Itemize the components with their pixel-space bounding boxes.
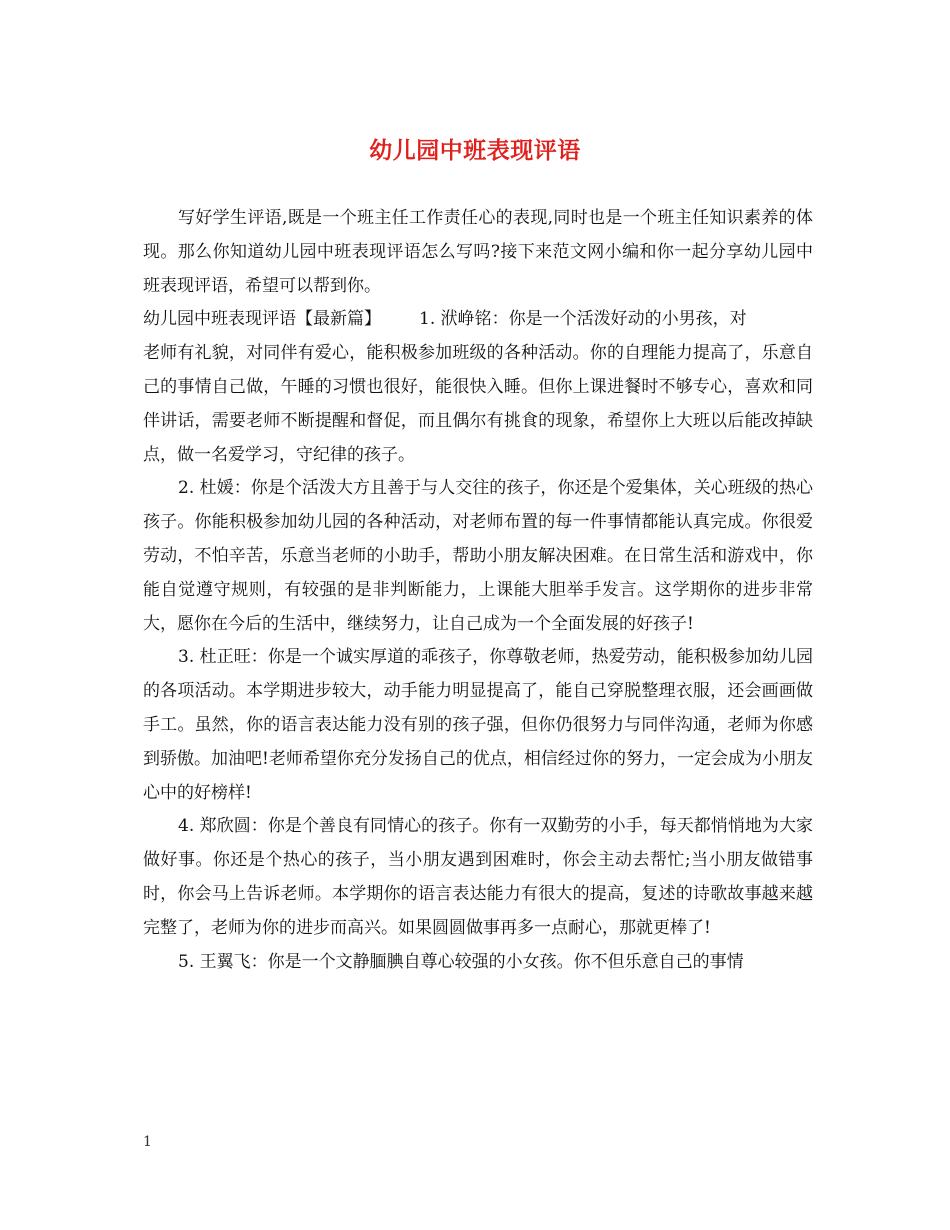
item-2-paragraph: 2. 杜媛：你是个活泼大方且善于与人交往的孩子，你还是个爱集体，关心班级的热心孩子。你能积极参加幼儿园的各种活动，对老师布置的每一件事情都能认真完成。你很爱劳动，不怕辛苦，乐意当老师的小助手，帮助小朋友解决困难。在日常生活和游戏中，你能自觉遵守规则，有较强的是非判断能力，上课能大胆举手发言。这学期你的进步非常大，愿你在今后的生活中，继续努力，让自己成为一个全面发展的好孩子! xyxy=(143,478,813,634)
item-4-paragraph: 4. 郑欣圆：你是个善良有同情心的孩子。你有一双勤劳的小手，每天都悄悄地为大家做好事。你还是个热心的孩子，当小朋友遇到困难时，你会主动去帮忙;当小朋友做错事时，你会马上告诉老师。本学期你的语言表达能力有很大的提高，复述的诗歌故事越来越完整了，老师为你的进步而高兴。如果圆圆做事再多一点耐心，那就更棒了! xyxy=(143,816,813,938)
section-heading: 幼儿园中班表现评语【最新篇】 xyxy=(143,309,381,330)
document-title: 幼儿园中班表现评语 xyxy=(369,137,581,164)
intro-paragraph: 写好学生评语,既是一个班主任工作责任心的表现,同时也是一个班主任知识素养的体现。那么你知道幼儿园中班表现评语怎么写吗?接下来范文网小编和你一起分享幼儿园中班表现评语，希望可以帮到你。 xyxy=(143,208,813,296)
item-1-heading-line xyxy=(143,309,747,329)
item-5-paragraph: 5. 王翼飞：你是一个文静腼腆自尊心较强的小女孩。你不但乐意自己的事情 xyxy=(178,951,744,972)
item-1-paragraph xyxy=(143,303,813,472)
document-body xyxy=(143,202,813,979)
page-number: 1 xyxy=(143,1134,152,1150)
item-1-text: 老师有礼貌，对同伴有爱心，能积极参加班级的各种活动。你的自理能力提高了，乐意自己的事情自己做，午睡的习惯也很好，能很快入睡。但你上课进餐时不够专心，喜欢和同伴讲话，需要老师不断提醒和督促，而且偶尔有挑食的现象，希望你上大班以后能改掉缺点，做一名爱学习，守纪律的孩子。 xyxy=(143,343,813,465)
item-3-paragraph: 3. 杜正旺：你是一个诚实厚道的乖孩子，你尊敬老师，热爱劳动，能积极参加幼儿园的各项活动。本学期进步较大，动手能力明显提高了，能自己穿脱整理衣服，还会画画做手工。虽然，你的语言表达能力没有别的孩子强，但你仍很努力与同伴沟通，老师为你感到骄傲。加油吧!老师希望你充分发扬自己的优点，相信经过你的努力，一定会成为小朋友心中的好榜样! xyxy=(143,647,813,803)
item-1-first-line: 1. 洑峥铭：你是一个活泼好动的小男孩，对 xyxy=(419,309,747,330)
